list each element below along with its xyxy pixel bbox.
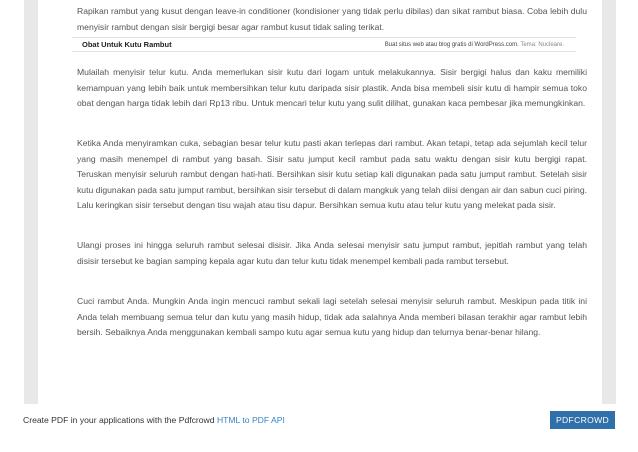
site-footer-bar	[72, 37, 576, 52]
theme-credit-link[interactable]: Tema: Nucleare.	[520, 41, 564, 48]
paragraph-ketika: Ketika Anda menyiramkan cuka, sebagian besar telur kutu pasti akan terlepas dari rambut. Akan tetapi, tetap ada sejumlah kecil telur yang masih menempel di rambut yang basah. Sisir satu jumput kecil rambut pada satu waktu dengan sisir kutu bergigi rapat. Teruskan menyisir seluruh rambut dengan hati-hati. Bersihkan sisir kutu setiap kali digunakan pada satu jumput rambut. Setelah sisir kutu digunakan pada satu jumput rambut, bersihkan sisir tersebut di dalam mangkuk yang telah diisi dengan air dan sabun cuci piring. Lalu keringkan sisir tersebut dengan tisu wajah atau tisu dapur. Bersihkan semua kutu atau telur kutu yang melekat pada sisir.	[77, 138, 587, 210]
pdfcrowd-caption: Create PDF in your applications with the Pdfcrowd	[23, 415, 215, 425]
pdfcrowd-banner	[0, 409, 638, 431]
page-gutter-right	[602, 0, 616, 404]
paragraph-cuci: Cuci rambut Anda. Mungkin Anda ingin mencuci rambut sekali lagi setelah selesai menyisir seluruh rambut. Meskipun pada titik ini Anda telah membuang semua telur dan kutu yang masih hidup, tidak ada salahnya Anda memberi bilasan terakhir agar rambut lebih bersih. Sebaiknya Anda menggunakan kembali sampo kutu agar semua kutu yang hidup dan telurnya benar-benar hilang.	[77, 296, 587, 337]
site-credit	[385, 42, 564, 48]
site-title-link[interactable]: Obat Untuk Kutu Rambut	[82, 40, 172, 49]
pdfcrowd-text	[23, 415, 285, 425]
paragraph-rapikan: Rapikan rambut yang kusut dengan leave-in conditioner (kondisioner yang tidak perlu dibilas) dan sikat rambut biasa. Coba lebih dulu menyisir rambut dengan sisir bergigi besar agar rambut kusut tidak saling terikat.	[77, 6, 587, 32]
pdfcrowd-api-link[interactable]: HTML to PDF API	[216, 415, 285, 425]
wordpress-credit-link[interactable]: Buat situs web atau blog gratis di WordPress.com.	[384, 41, 519, 48]
pdfcrowd-logo-button[interactable]: PDFCROWD	[550, 411, 615, 429]
paragraph-mulailah: Mulailah menyisir telur kutu. Anda memerlukan sisir kutu dari logam untuk melakukannya. Sisir bergigi halus dan kaku memiliki kemampuan yang lebih baik untuk membersihkan telur kutu daripada sisir plastik. Anda bisa membeli sisir kutu di hampir semua toko obat dengan harga tidak lebih dari Rp13 ribu. Untuk mencari telur kutu yang sulit dilihat, gunakan kaca pembesar jika memungkinkan.	[77, 67, 587, 108]
page-gutter-left	[24, 0, 38, 404]
paragraph-ulangi: Ulangi proses ini hingga seluruh rambut selesai disisir. Jika Anda selesai menyisir satu jumput rambut, jepitlah rambut yang telah disisir tersebut ke bagian samping kepala agar kutu dan telur kutu tidak menempel kembali pada rambut tersebut.	[77, 240, 587, 266]
